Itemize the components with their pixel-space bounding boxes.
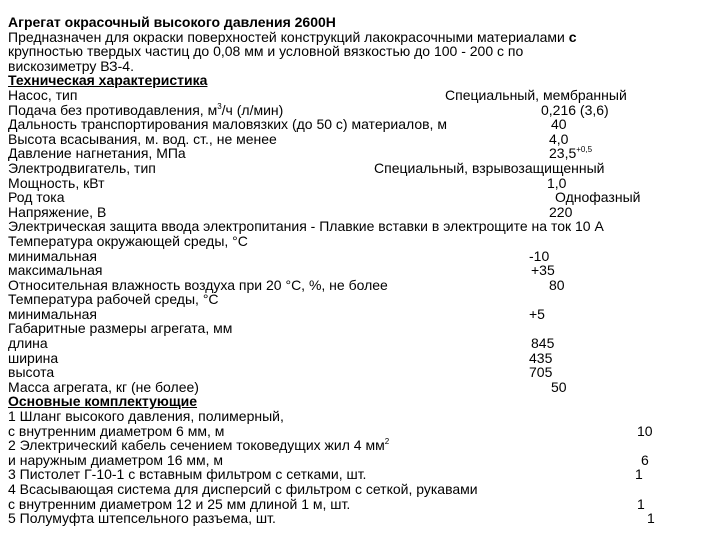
spec-label: Давление нагнетания, МПа xyxy=(8,145,186,162)
spec-value: 705 xyxy=(529,364,553,381)
kit-label: 2 Электрический кабель сечением токоведущих жил 4 мм xyxy=(8,437,385,454)
kit-heading: Основные комплектующие xyxy=(8,393,198,410)
spec-value: 23,5 xyxy=(549,145,577,162)
kit-value: 1 xyxy=(635,466,643,483)
spec-label: ширина xyxy=(8,349,59,366)
spec-flow xyxy=(8,103,714,118)
spec-label: максимальная xyxy=(8,262,103,279)
spec-width xyxy=(8,351,714,366)
spec-label: Подача без противодавления, м xyxy=(8,101,218,118)
spec-value: 435 xyxy=(529,349,553,366)
spec-label-tail: /ч (л/мин) xyxy=(221,101,284,118)
kit-value: 6 xyxy=(641,451,649,468)
spec-label: Дальность транспортирования маловязких (до 50 с) материалов, м xyxy=(8,116,447,133)
spec-value: 0,216 (3,6) xyxy=(541,101,609,118)
kit-label: и наружным диаметром 16 мм, м xyxy=(8,451,224,468)
intro-line-1 xyxy=(8,30,714,45)
spec-work-min xyxy=(8,307,714,322)
kit-label: с внутренним диаметром 12 и 25 мм длиной 1 м, шт. xyxy=(8,495,351,512)
spec-work-temp: Температура рабочей среды, °С xyxy=(8,291,219,308)
spec-ambient-max xyxy=(8,263,714,278)
spec-label: Относительная влажность воздуха при 20 °С, %, не более xyxy=(8,276,388,293)
kit-item-2b xyxy=(8,453,714,468)
spec-value: 1,0 xyxy=(547,174,567,191)
kit-value: 10 xyxy=(637,422,653,439)
spec-value: 220 xyxy=(549,203,573,220)
kit-item-2a xyxy=(8,438,714,453)
document xyxy=(8,15,714,526)
spec-label: минимальная xyxy=(8,305,97,322)
spec-length xyxy=(8,336,714,351)
spec-value: +5 xyxy=(529,305,545,322)
spec-dimensions: Габаритные размеры агрегата, мм xyxy=(8,320,233,337)
intro-bold-c: с xyxy=(568,28,577,45)
spec-label: Высота всасывания, м. вод. ст., не менее xyxy=(8,130,277,147)
spec-value: 40 xyxy=(551,116,567,133)
intro-line-3: вискозиметру ВЗ-4. xyxy=(8,57,134,74)
document-title: Агрегат окрасочный высокого давления 2600Н xyxy=(8,14,336,30)
spec-protection: Электрическая защита ввода электропитания - Плавкие вставки в электрощите на ток 10 А xyxy=(8,218,604,235)
spec-value: +35 xyxy=(531,262,555,279)
spec-value: 4,0 xyxy=(549,130,569,147)
spec-humidity xyxy=(8,278,714,293)
spec-value: Однофазный xyxy=(555,189,641,206)
spec-label-sup: 3 xyxy=(217,101,222,111)
kit-item-4a: 4 Всасывающая система для дисперсий с фильтром с сеткой, рукавами xyxy=(8,481,478,497)
spec-ambient-temp: Температура окружающей среды, °С xyxy=(8,232,248,249)
kit-label: 3 Пистолет Г-10-1 с вставным фильтром с сетками, шт. xyxy=(8,466,367,483)
kit-item-3 xyxy=(8,467,714,482)
spec-value-wrap xyxy=(549,146,592,161)
spec-value-sup: +0,5 xyxy=(576,145,593,155)
tech-heading: Техническая характеристика xyxy=(8,72,208,89)
spec-suction xyxy=(8,132,714,147)
kit-item-1b xyxy=(8,424,714,439)
kit-value: 1 xyxy=(637,495,645,512)
spec-value: Специальный, мембранный xyxy=(445,86,627,103)
spec-label: Насос, тип xyxy=(8,86,78,103)
kit-label-sup: 2 xyxy=(384,437,390,447)
spec-value: 845 xyxy=(531,335,555,352)
kit-label: 5 Полумуфта штепсельного разъема, шт. xyxy=(8,510,276,527)
intro-line-2: крупностью твердых частиц до 0,08 мм и условной вязкостью до 100 - 200 с по xyxy=(8,43,524,60)
spec-ambient-min xyxy=(8,249,714,264)
spec-pump xyxy=(8,88,714,103)
kit-item-4b xyxy=(8,497,714,512)
spec-mass xyxy=(8,380,714,395)
kit-item-1a: 1 Шланг высокого давления, полимерный, xyxy=(8,408,284,425)
spec-current xyxy=(8,190,714,205)
spec-value: -10 xyxy=(529,247,550,264)
spec-power xyxy=(8,176,714,191)
spec-motor xyxy=(8,161,714,176)
spec-voltage xyxy=(8,205,714,220)
spec-value: Специальный, взрывозащищенный xyxy=(374,159,605,176)
kit-label: с внутренним диаметром 6 мм, м xyxy=(8,422,225,439)
spec-label: Электродвигатель, тип xyxy=(8,159,156,176)
spec-label: длина xyxy=(8,335,48,352)
spec-label: минимальная xyxy=(8,247,97,264)
spec-label: высота xyxy=(8,364,55,381)
spec-height xyxy=(8,365,714,380)
intro-text-1: Предназначен для окраски поверхностей конструкций лакокрасочными материалами xyxy=(8,28,569,45)
spec-value: 50 xyxy=(551,378,567,395)
spec-label: Мощность, кВт xyxy=(8,174,105,191)
spec-label: Масса агрегата, кг (не более) xyxy=(8,378,199,395)
spec-pressure xyxy=(8,146,714,161)
kit-item-5 xyxy=(8,511,714,526)
kit-value: 1 xyxy=(647,510,655,527)
spec-range xyxy=(8,117,714,132)
spec-value: 80 xyxy=(549,276,565,293)
spec-label: Напряжение, В xyxy=(8,203,107,220)
spec-label: Род тока xyxy=(8,189,65,206)
